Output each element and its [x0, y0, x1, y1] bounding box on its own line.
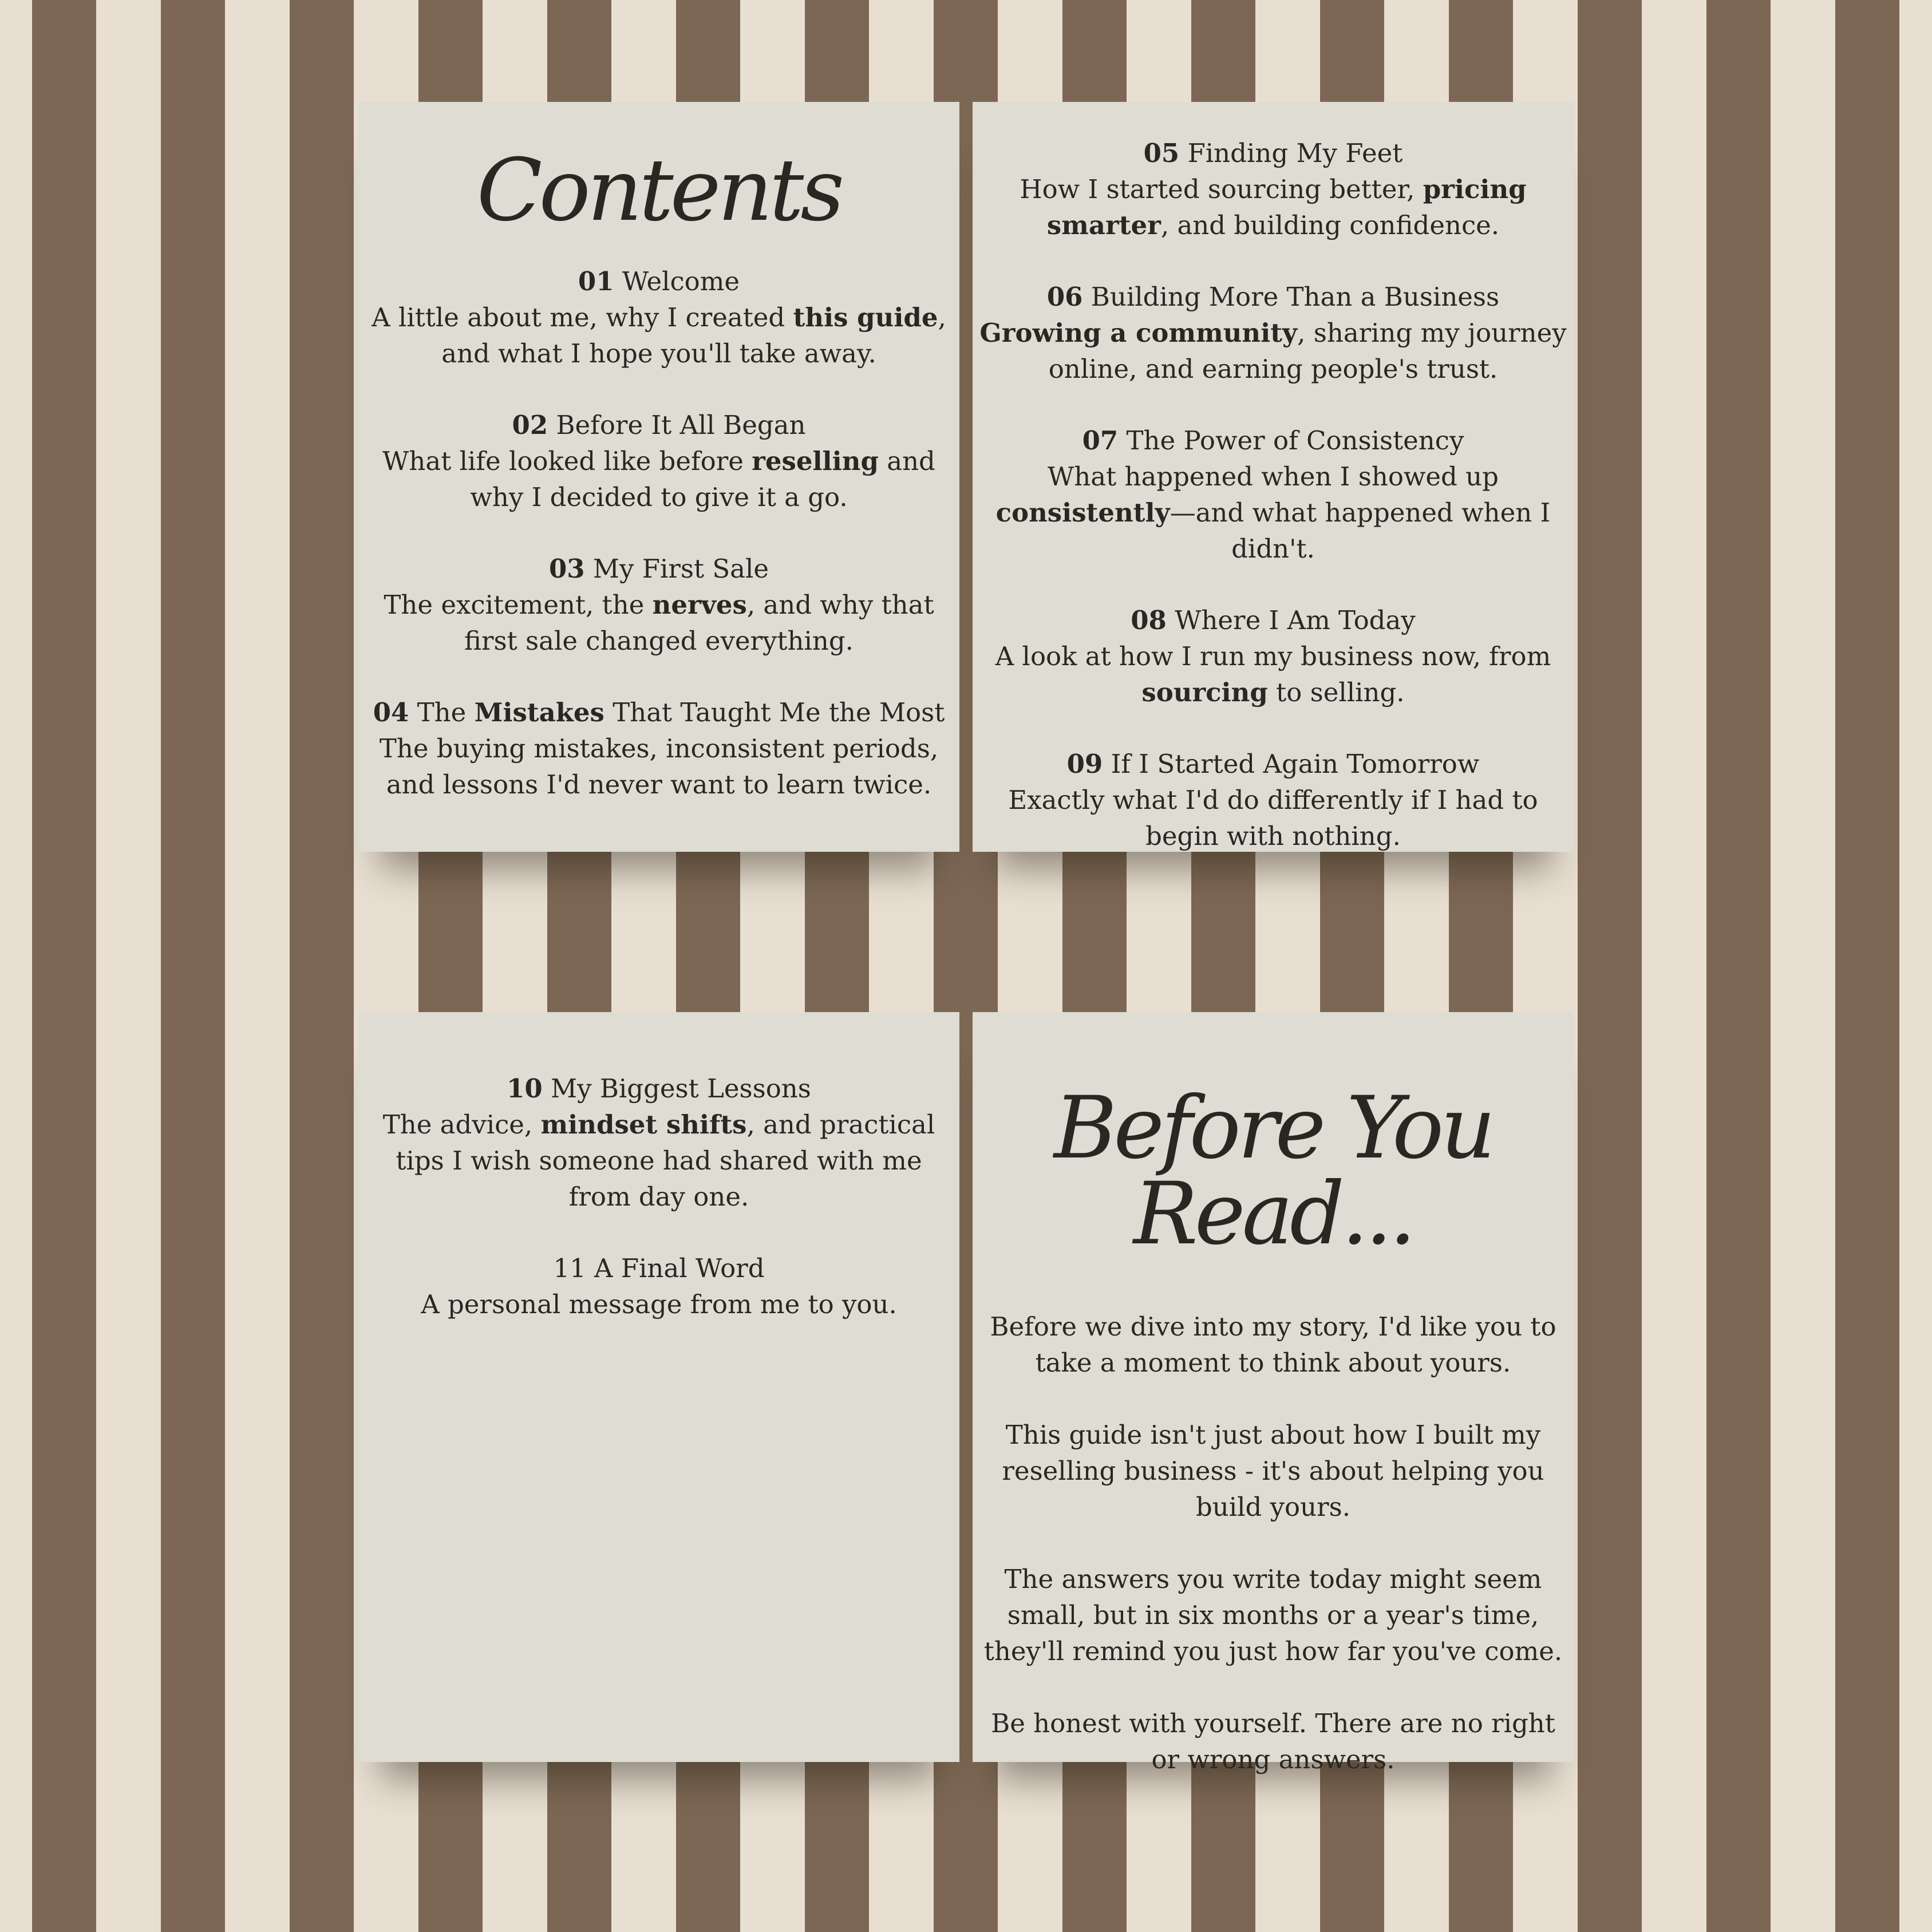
entry-title-part: The [417, 697, 475, 728]
before-you-read-body [973, 1309, 1574, 1777]
entry-heading [977, 135, 1569, 171]
intro-paragraph: Before we dive into my story, I'd like you to take a moment to think about yours. [990, 1311, 1556, 1378]
entry-number: 04 [373, 697, 409, 728]
entry-heading [977, 602, 1569, 638]
entry-description-emphasis: pricing smarter [1046, 174, 1527, 240]
entry-description-text: What happened when I showed up [1048, 461, 1499, 492]
entry-description-text: The excitement, the [384, 590, 653, 620]
entry-number: 11 [553, 1253, 586, 1283]
entry-description-emphasis: Growing a community [979, 318, 1298, 348]
entry-description [363, 1286, 955, 1322]
entry-description-text: The buying mistakes, inconsistent periods, and lessons I'd never want to learn twice. [379, 733, 939, 800]
entry-description [977, 782, 1569, 854]
contents-list-1 [358, 263, 959, 803]
contents-page-2 [973, 102, 1574, 852]
entry-number: 10 [507, 1073, 543, 1104]
entry-heading [363, 1250, 955, 1286]
entry-description-emphasis: sourcing [1141, 677, 1268, 708]
entry-description [977, 459, 1569, 567]
entry-description-text: A look at how I run my business now, from [995, 641, 1551, 671]
contents-page-1 [358, 102, 959, 852]
contents-entry [358, 1070, 959, 1215]
contents-entry [973, 746, 1574, 854]
contents-entry [973, 135, 1574, 243]
entry-number: 07 [1082, 425, 1119, 456]
entry-number: 08 [1131, 605, 1167, 635]
contents-entry [358, 1250, 959, 1322]
contents-list-3 [358, 1070, 959, 1322]
entry-description-text: How I started sourcing better, [1020, 174, 1423, 204]
entry-number: 02 [512, 410, 548, 440]
entry-description [363, 730, 955, 803]
entry-description-emphasis: consistently [995, 497, 1170, 528]
entry-heading [363, 694, 955, 730]
entry-title: If I Started Again Tomorrow [1111, 749, 1480, 779]
contents-entry [358, 407, 959, 515]
honesty-paragraph: Be honest with yourself. There are no right or wrong answers. [991, 1708, 1555, 1775]
entry-title: My Biggest Lessons [551, 1073, 811, 1104]
entry-description-emphasis: nerves [652, 590, 747, 620]
entry-description-text: A personal message from me to you. [421, 1289, 897, 1319]
contents-page-3 [358, 1012, 959, 1762]
contents-entry [973, 279, 1574, 387]
entry-description-text: and why I decided to give it a go. [470, 446, 935, 512]
entry-description-text: A little about me, why I created [372, 302, 793, 333]
entry-heading [363, 551, 955, 587]
entry-description-emphasis: this guide [793, 302, 938, 333]
entry-heading [977, 422, 1569, 459]
contents-list-2 [973, 135, 1574, 854]
entry-number: 05 [1143, 138, 1180, 168]
entry-description [363, 587, 955, 659]
entry-description [363, 443, 955, 515]
entry-title: Before It All Began [556, 410, 806, 440]
entry-heading [363, 263, 955, 299]
entry-description [977, 171, 1569, 243]
entry-description-text: Exactly what I'd do differently if I had to begin with nothing. [1008, 785, 1538, 851]
entry-heading [363, 1070, 955, 1107]
entry-title: Building More Than a Business [1091, 282, 1500, 312]
entry-description-text: , and why that first sale changed everything. [464, 590, 934, 656]
entry-title-part: Mistakes [474, 697, 605, 728]
entry-title: Welcome [622, 266, 740, 297]
contents-title: Contents [476, 141, 841, 240]
entry-description-text: The advice, [382, 1109, 541, 1140]
entry-description [977, 638, 1569, 710]
contents-entry [973, 422, 1574, 567]
entry-description-text: , and what I hope you'll take away. [441, 302, 946, 369]
contents-entry [358, 551, 959, 659]
contents-entry [358, 694, 959, 803]
entry-description-text: , sharing my journey online, and earning people's trust. [1048, 318, 1567, 384]
entry-description-text: —and what happened when I didn't. [1170, 497, 1551, 564]
entry-number: 03 [548, 554, 585, 584]
entry-description-text: to selling. [1267, 677, 1405, 708]
entry-title: A Final Word [594, 1253, 765, 1283]
before-you-read-page [973, 1012, 1574, 1775]
contents-entry [973, 602, 1574, 710]
entry-description-text: What life looked like before [382, 446, 752, 476]
entry-title-part: That Taught Me the Most [604, 697, 945, 728]
entry-heading [977, 279, 1569, 315]
entry-description-emphasis: mindset shifts [540, 1109, 747, 1140]
purpose-paragraph: This guide isn't just about how I built my reselling business - it's about helping you build yours. [1002, 1420, 1544, 1522]
entry-number: 06 [1046, 282, 1083, 312]
entry-title: Finding My Feet [1187, 138, 1403, 168]
entry-title: The Power of Consistency [1126, 425, 1464, 456]
entry-description [977, 315, 1569, 387]
entry-description-emphasis: reselling [752, 446, 879, 476]
entry-heading [977, 746, 1569, 782]
entry-description [363, 1107, 955, 1215]
contents-entry [358, 263, 959, 372]
entry-description-text: , and practical tips I wish someone had shared with me from day one. [396, 1109, 935, 1212]
entry-heading [363, 407, 955, 443]
reflection-paragraph: The answers you write today might seem small, but in six months or a year's time, they'll remind you just how far you've come. [983, 1564, 1563, 1666]
entry-title: My First Sale [592, 554, 769, 584]
entry-number: 09 [1066, 749, 1103, 779]
entry-number: 01 [578, 266, 614, 297]
entry-description-text: , and building confidence. [1160, 210, 1500, 240]
entry-description [363, 299, 955, 372]
before-you-read-title: Before You Read... [1054, 1078, 1492, 1264]
entry-title: Where I Am Today [1175, 605, 1416, 635]
